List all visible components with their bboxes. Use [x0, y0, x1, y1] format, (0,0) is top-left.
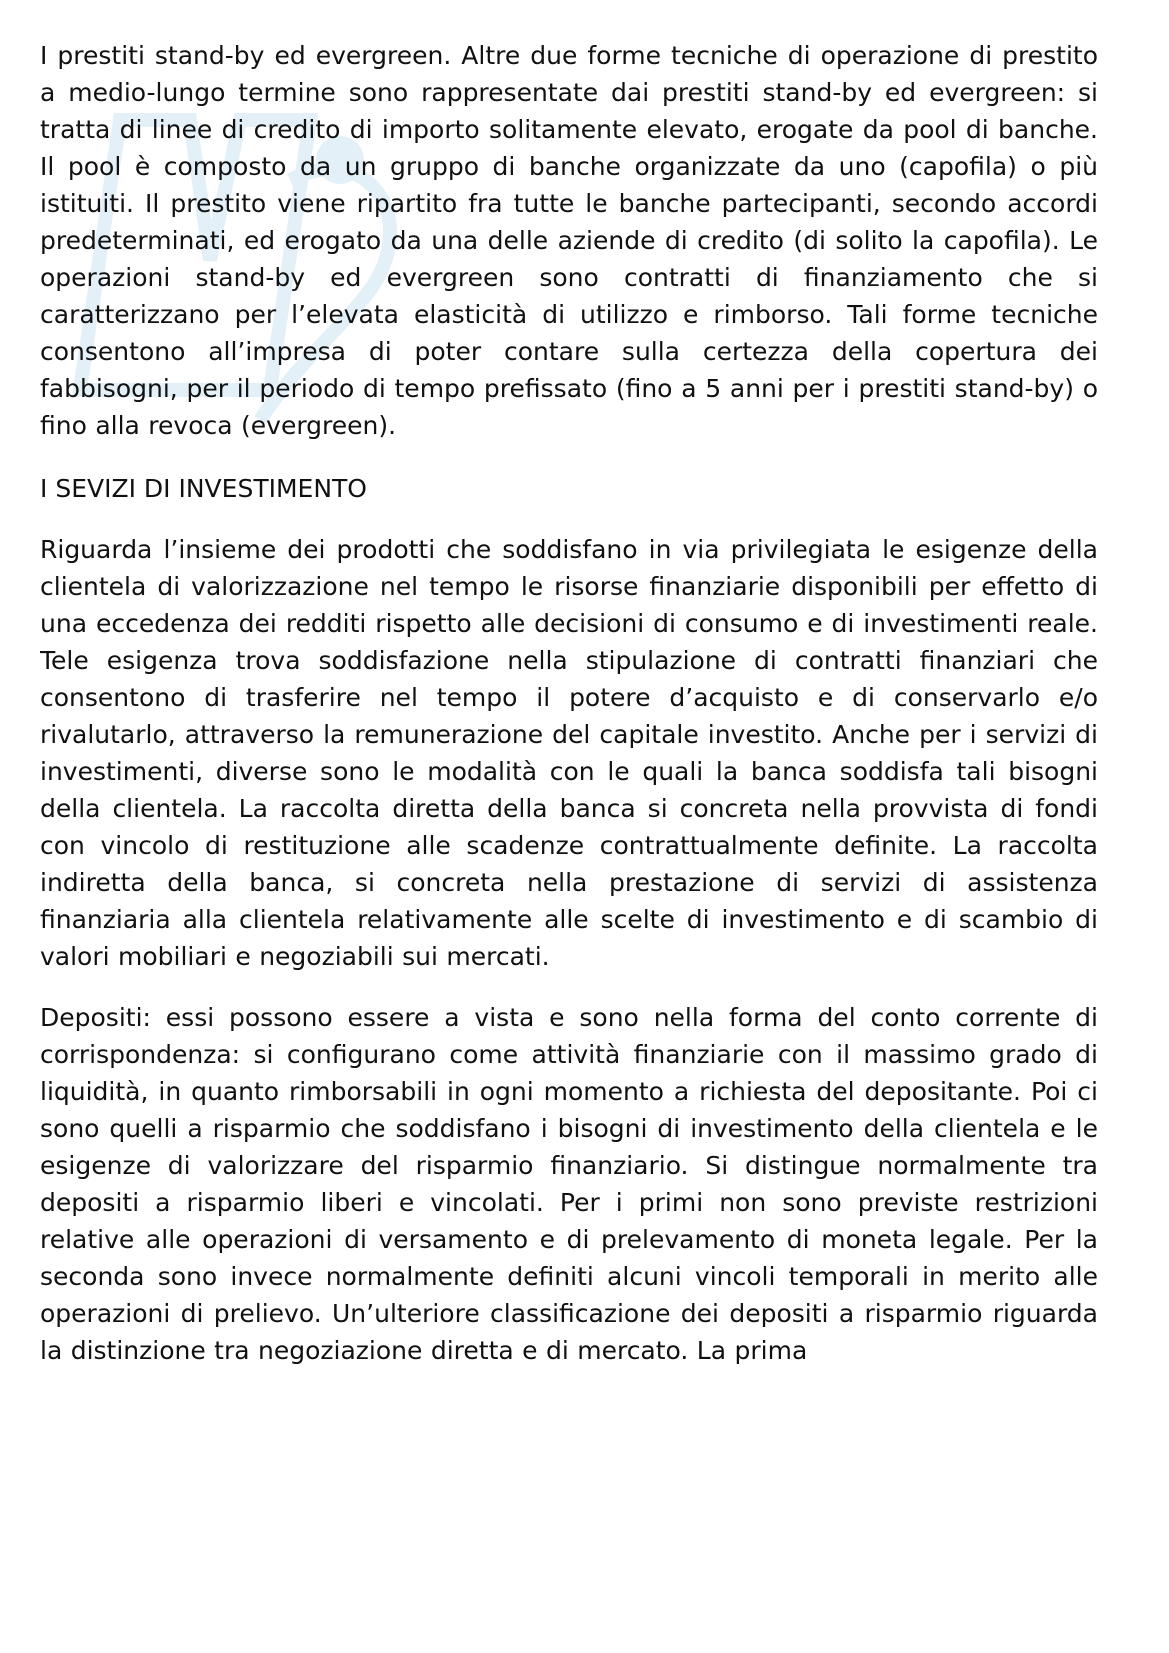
- paragraph-servizi-investimento: Riguarda l’insieme dei prodotti che soddisfano in via privilegiata le esigenze della clientela di valorizzazione nel tempo le risorse finanziarie disponibili per effetto di una eccedenza dei redditi rispetto alle decisioni di consumo e di investimenti reale. Tele esigenza trova soddisfazione nella stipulazione di contratti finanziari che consentono di trasferire nel tempo il potere d’acquisto e di conservarlo e/o rivalutarlo, attraverso la remunerazione del capitale investito. Anche per i servizi di investimenti, diverse sono le modalità con le quali la banca soddisfa tali bisogni della clientela. La raccolta diretta della banca si concreta nella provvista di fondi con vincolo di restituzione alle scadenze contrattualmente definite. La raccolta indiretta della banca, si concreta nella prestazione di servizi di assistenza finanziaria alla clientela relativamente alle scelte di investimento e di scambio di valori mobiliari e negoziabili sui mercati.: [40, 535, 1098, 971]
- paragraph-depositi: Depositi: essi possono essere a vista e sono nella forma del conto corrente di corrispondenza: si configurano come attività finanziarie con il massimo grado di liquidità, in quanto rimborsabili in ogni momento a richiesta del depositante. Poi ci sono quelli a risparmio che soddisfano i bisogni di investimento della clientela e le esigenze di valorizzare del risparmio finanziario. Si distingue normalmente tra depositi a risparmio liberi e vincolati. Per i primi non sono previste restrizioni relative alle operazioni di versamento e di prelevamento di moneta legale. Per la seconda sono invece normalmente definiti alcuni vincoli temporali in merito alle operazioni di prelievo. Un’ulteriore classificazione dei depositi a risparmio riguarda la distinzione tra negoziazione diretta e di mercato. La prima: [40, 1003, 1098, 1365]
- document-page: [40, 37, 1098, 1617]
- paragraph-stand-by-evergreen: I prestiti stand-by ed evergreen. Altre due forme tecniche di operazione di prestito a medio-lungo termine sono rappresentate dai prestiti stand-by ed evergreen: si tratta di linee di credito di importo solitamente elevato, erogate da pool di banche. Il pool è composto da un gruppo di banche organizzate da uno (capofila) o più istituiti. Il prestito viene ripartito fra tutte le banche partecipanti, secondo accordi predeterminati, ed erogato da una delle aziende di credito (di solito la capofila). Le operazioni stand-by ed evergreen sono contratti di finanziamento che si caratterizzano per l’elevata elasticità di utilizzo e rimborso. Tali forme tecniche consentono all’impresa di poter contare sulla certezza della copertura dei fabbisogni, per il periodo di tempo prefissato (fino a 5 anni per i prestiti stand-by) o fino alla revoca (evergreen).: [40, 41, 1098, 440]
- section-heading: I SEVIZI DI INVESTIMENTO: [40, 474, 367, 503]
